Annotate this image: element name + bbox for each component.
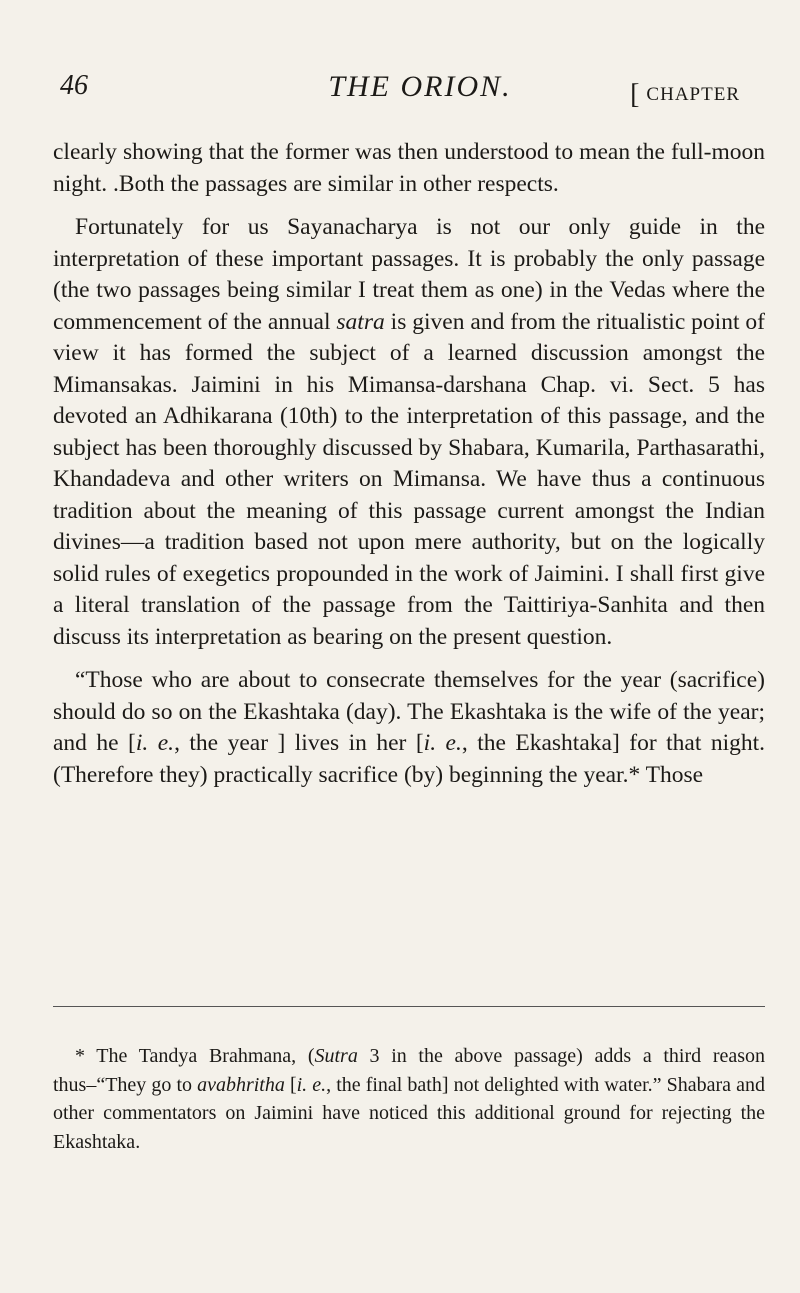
footnote-italic-avabhritha: avabhritha	[197, 1073, 285, 1096]
paragraph-2-text-a: Fortunately for us Sayanacharya is not our only guide in the interpretation of these important passages. It is probably the only passage (the two passages being similar I treat them as one) in the Vedas where the commencement of the annual	[53, 214, 765, 335]
page-header	[60, 70, 780, 110]
main-text	[53, 137, 765, 791]
chapter-label: [ CHAPTER	[630, 76, 740, 108]
footnote-text-d: , the final bath] not delighted with water.” Shabara and other commentators on Jaimini have noticed this additional ground for rejecting the Ekashtaka.	[53, 1073, 765, 1153]
footnote	[53, 1042, 765, 1156]
page-number: 46	[60, 70, 88, 101]
footnote-text-c: [	[284, 1073, 297, 1096]
paragraph-3	[53, 665, 765, 791]
paragraph-3-text-a: “Those who are about to consecrate themselves for the year (sacrifice) should do so on the Ekashtaka (day). The Ekashtaka is the wife of the year; and he [	[53, 667, 765, 756]
paragraph-3-italic-ie-2: i. e.	[423, 730, 462, 756]
paragraph-3-text-b: , the year ] lives in her [	[174, 730, 424, 756]
paragraph-3-text-c: , the Ekashtaka] for that night. (Therefore they) practically sacrifice (by) beginning the year.* Those	[53, 730, 765, 788]
footnote-text-a: * The Tandya Brahmana, (	[75, 1045, 315, 1067]
footnote-text-b: 3 in the above passage) adds a third reason thus–“They go to	[53, 1045, 766, 1096]
paragraph-2-italic-satra: satra	[336, 308, 385, 335]
footnote-divider	[53, 1006, 765, 1007]
running-title: THE ORION.	[328, 70, 512, 103]
paragraph-2	[53, 212, 765, 653]
paragraph-1	[53, 137, 765, 200]
paragraph-1-text: clearly showing that the former was then understood to mean the full-moon night. .Both the passages are similar in other respects.	[53, 139, 765, 197]
footnote-italic-sutra: Sutra	[314, 1045, 358, 1067]
paragraph-3-italic-ie-1: i. e.	[135, 730, 175, 756]
footnote-italic-ie: i. e.	[296, 1073, 327, 1096]
paragraph-2-text-b: is given and from the ritualistic point of view it has formed the subject of a learned discussion amongst the Mimansakas. Jaimini in his Mimansa-darshana Chap. vi. Sect. 5 has devoted an Adhikarana (10th) to the interpretation of this passage, and the subject has been thoroughly discussed by Shabara, Kumarila, Parthasarathi, Khandadeva and other writers on Mimansa. We have thus a continuous tradition about the meaning of this passage current amongst the Indian divines—a tradition based not upon mere authority, but on the logically solid rules of exegetics propounded in the work of Jaimini. I shall first give a literal translation of the passage from the Taittiriya-Sanhita and then discuss its interpretation as bearing on the present question.	[53, 308, 765, 650]
